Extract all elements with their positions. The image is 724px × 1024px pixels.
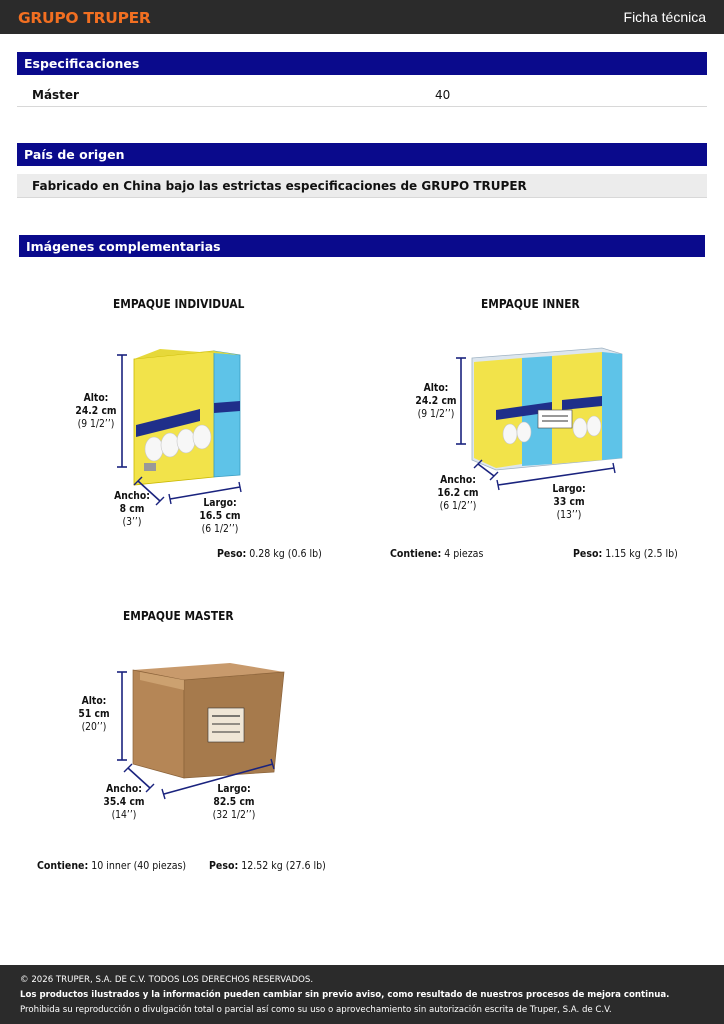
dim-label: Alto: bbox=[423, 382, 449, 394]
info-value: 12.52 kg (27.6 lb) bbox=[241, 860, 326, 872]
dim-label: Alto: bbox=[81, 695, 107, 707]
inner-peso bbox=[573, 548, 678, 560]
footer-copyright: © 2026 TRUPER, S.A. DE C.V. TODOS LOS DERECHOS RESERVADOS. bbox=[20, 975, 314, 985]
inner-alto bbox=[410, 382, 463, 421]
individual-largo bbox=[192, 497, 248, 536]
dim-imperial: (6 1/2’’) bbox=[439, 500, 477, 512]
info-value: 10 inner (40 piezas) bbox=[91, 860, 187, 872]
dim-metric: 24.2 cm bbox=[75, 405, 117, 417]
top-bar bbox=[0, 0, 724, 34]
pkg-inner-title: EMPAQUE INNER bbox=[481, 296, 580, 311]
info-label: Peso: bbox=[209, 860, 239, 872]
pkg-individual-title: EMPAQUE INDIVIDUAL bbox=[113, 296, 245, 311]
dim-metric: 35.4 cm bbox=[103, 796, 145, 808]
info-value: 4 piezas bbox=[444, 548, 484, 560]
master-largo bbox=[206, 783, 262, 822]
individual-alto bbox=[70, 392, 123, 431]
spec-row bbox=[17, 83, 707, 107]
spec-label: Máster bbox=[32, 87, 79, 102]
section-header-especificaciones: Especificaciones bbox=[17, 52, 707, 75]
dim-label: Ancho: bbox=[114, 490, 150, 502]
dim-imperial: (20’’) bbox=[81, 721, 107, 733]
master-alto bbox=[68, 695, 121, 734]
dim-imperial: (6 1/2’’) bbox=[201, 523, 239, 535]
master-ancho bbox=[98, 783, 151, 822]
inner-ancho bbox=[432, 474, 485, 513]
section-header-imagenes: Imágenes complementarias bbox=[19, 235, 705, 257]
inner-largo bbox=[543, 483, 596, 522]
master-peso bbox=[209, 860, 326, 872]
dim-label: Largo: bbox=[203, 497, 237, 509]
origin-text: Fabricado en China bajo las estrictas especificaciones de GRUPO TRUPER bbox=[32, 178, 527, 193]
individual-peso bbox=[217, 548, 322, 560]
dim-label: Alto: bbox=[83, 392, 109, 404]
dim-metric: 82.5 cm bbox=[213, 796, 255, 808]
info-label: Contiene: bbox=[390, 548, 442, 560]
dim-label: Ancho: bbox=[106, 783, 142, 795]
document-title: Ficha técnica bbox=[623, 9, 706, 25]
info-label: Peso: bbox=[573, 548, 603, 560]
dim-imperial: (14’’) bbox=[111, 809, 137, 821]
dim-imperial: (3’’) bbox=[122, 516, 142, 528]
info-value: 0.28 kg (0.6 lb) bbox=[249, 548, 322, 560]
dim-label: Largo: bbox=[217, 783, 251, 795]
dim-metric: 24.2 cm bbox=[415, 395, 457, 407]
footer bbox=[0, 965, 724, 1024]
dim-imperial: (9 1/2’’) bbox=[417, 408, 455, 420]
dim-label: Ancho: bbox=[440, 474, 476, 486]
pkg-master-title: EMPAQUE MASTER bbox=[123, 608, 234, 623]
section-header-pais-de-origen: País de origen bbox=[17, 143, 707, 166]
truper-logo: GRUPO TRUPER bbox=[18, 9, 151, 27]
dim-label: Largo: bbox=[552, 483, 586, 495]
dim-imperial: (9 1/2’’) bbox=[77, 418, 115, 430]
origin-row bbox=[17, 174, 707, 198]
inner-contiene bbox=[390, 548, 483, 560]
info-label: Contiene: bbox=[37, 860, 89, 872]
info-label: Peso: bbox=[217, 548, 247, 560]
dim-metric: 33 cm bbox=[553, 496, 585, 508]
individual-ancho bbox=[106, 490, 159, 529]
footer-legal: Prohibida su reproducción o divulgación total o parcial así como su uso o aprovechamiento sin autorización escrita de Truper, S.A. de C.V. bbox=[20, 1005, 612, 1015]
individual-box-illustration bbox=[110, 345, 250, 510]
inner-box-illustration bbox=[452, 344, 632, 494]
dim-imperial: (32 1/2’’) bbox=[212, 809, 256, 821]
info-value: 1.15 kg (2.5 lb) bbox=[605, 548, 678, 560]
master-box-illustration bbox=[110, 660, 280, 800]
dim-metric: 51 cm bbox=[78, 708, 110, 720]
master-contiene bbox=[37, 860, 186, 872]
dim-imperial: (13’’) bbox=[556, 509, 582, 521]
spec-value: 40 bbox=[435, 87, 451, 102]
dim-metric: 16.5 cm bbox=[199, 510, 241, 522]
dim-metric: 16.2 cm bbox=[437, 487, 479, 499]
footer-notice: Los productos ilustrados y la información pueden cambiar sin previo aviso, como resultado de nuestros procesos de mejora continua. bbox=[20, 990, 670, 1000]
dim-metric: 8 cm bbox=[119, 503, 145, 515]
